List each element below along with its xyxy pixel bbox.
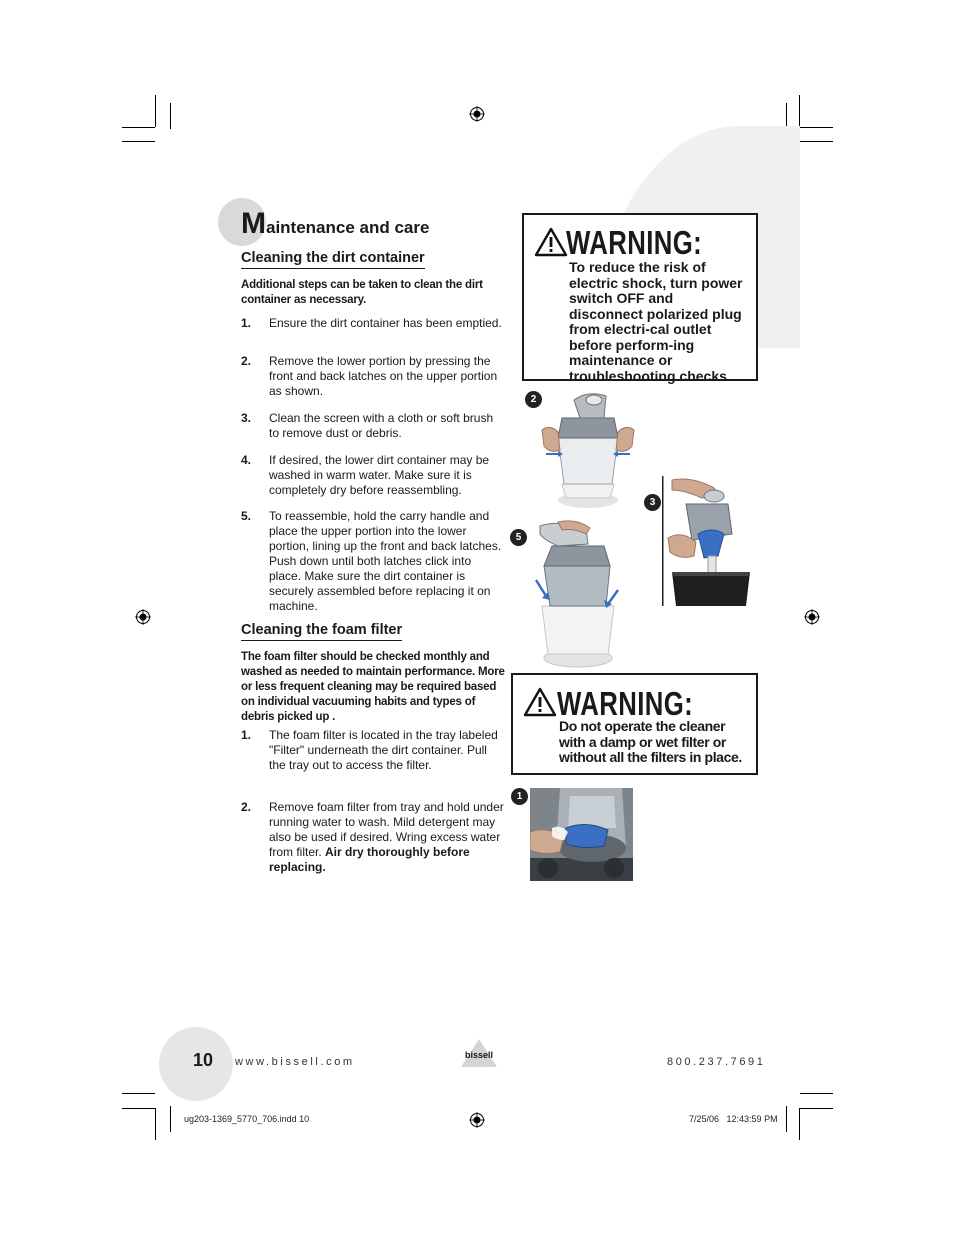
footer-phone: 800.237.7691 — [667, 1056, 766, 1068]
dirt-step — [241, 509, 506, 614]
step-number: 2. — [241, 354, 252, 368]
dirt-container-heading: Cleaning the dirt container — [241, 250, 425, 269]
figure-number-badge: 1 — [511, 788, 528, 805]
step-number: 1. — [241, 316, 252, 330]
dirt-container-intro: Additional steps can be taken to clean the dirt container as necessary. — [241, 279, 483, 306]
step-text: Clean the screen with a cloth or soft brush to remove dust or debris. — [269, 411, 494, 440]
step-number: 2. — [241, 800, 252, 814]
step-text: Remove the lower portion by pressing the front and back latches on the upper portion as shown. — [269, 354, 498, 398]
step-text: If desired, the lower dirt container may be washed in warm water. Make sure it is completely dry before reassembling. — [269, 453, 490, 497]
step-text-bold: Air dry thoroughly before replacing. — [269, 845, 470, 874]
step-text: The foam filter is located in the tray labeled "Filter" underneath the dirt container. Pull the tray out to access the filter. — [269, 728, 498, 772]
dirt-container-latch-illustration — [540, 388, 636, 508]
section-title — [241, 209, 429, 239]
section-initial: M — [241, 207, 266, 240]
figure-number-badge: 5 — [510, 529, 527, 546]
foam-step — [241, 800, 506, 875]
foam-filter-heading: Cleaning the foam filter — [241, 622, 402, 641]
dirt-step — [241, 453, 506, 498]
section-title-rest: aintenance and care — [266, 218, 430, 237]
figure-number-badge: 3 — [644, 494, 661, 511]
registration-mark-icon — [804, 609, 820, 625]
logo-text: bissell — [464, 1050, 494, 1060]
step-number: 4. — [241, 453, 252, 467]
dirt-step — [241, 316, 506, 331]
foam-filter-intro: The foam filter should be checked monthly and washed as needed to maintain performance. More or less frequent cleaning may be required based on individual vacuuming habits and types of debris picked up . — [241, 651, 505, 723]
warning-box-filter — [511, 673, 758, 775]
foam-filter-tray-illustration — [530, 788, 633, 881]
warning-text: Do not operate the cleaner with a damp or wet filter or without all the filters in place. — [559, 718, 742, 765]
warning-title: WARNING: — [557, 685, 694, 722]
step-text-regular: Remove foam filter from tray and hold under running water to wash. Mild detergent may also be used if desired. Wring excess water from filter. — [269, 800, 504, 859]
figure-number-badge: 2 — [525, 391, 542, 408]
registration-mark-icon — [469, 106, 485, 122]
page-number: 10 — [193, 1050, 214, 1070]
step-number: 3. — [241, 411, 252, 425]
warning-triangle-icon — [534, 227, 568, 257]
warning-title: WARNING: — [566, 224, 703, 261]
registration-mark-icon — [135, 609, 151, 625]
registration-mark-icon — [469, 1112, 485, 1128]
warning-box-shock — [522, 213, 758, 384]
footer-website: www.bissell.com — [235, 1056, 355, 1068]
bissell-logo-icon — [459, 1039, 499, 1067]
print-timestamp: 7/25/06 12:43:59 PM — [689, 1114, 778, 1124]
file-slug: ug203-1369_5770_706.indd 10 — [184, 1114, 310, 1124]
emptying-dirt-container-illustration — [662, 476, 752, 606]
foam-step — [241, 728, 506, 773]
step-number: 1. — [241, 728, 252, 742]
warning-text: To reduce the risk of electric shock, turn power switch OFF and disconnect polarized plug from electri-cal outlet before perform-ing maintenance or troubleshooting checks. — [569, 259, 743, 384]
step-text: To reassemble, hold the carry handle and place the upper portion into the lower portion, lining up the front and back latches. Push down until both latches click into place. Make sure the dirt container is securely assembled before replacing it on machine. — [269, 509, 502, 613]
step-text — [269, 800, 506, 875]
step-text: Ensure the dirt container has been emptied. — [269, 316, 502, 330]
reassembling-dirt-container-illustration — [528, 520, 622, 668]
warning-triangle-icon — [523, 687, 557, 717]
dirt-step — [241, 354, 506, 399]
step-number: 5. — [241, 509, 252, 523]
dirt-step — [241, 411, 506, 441]
